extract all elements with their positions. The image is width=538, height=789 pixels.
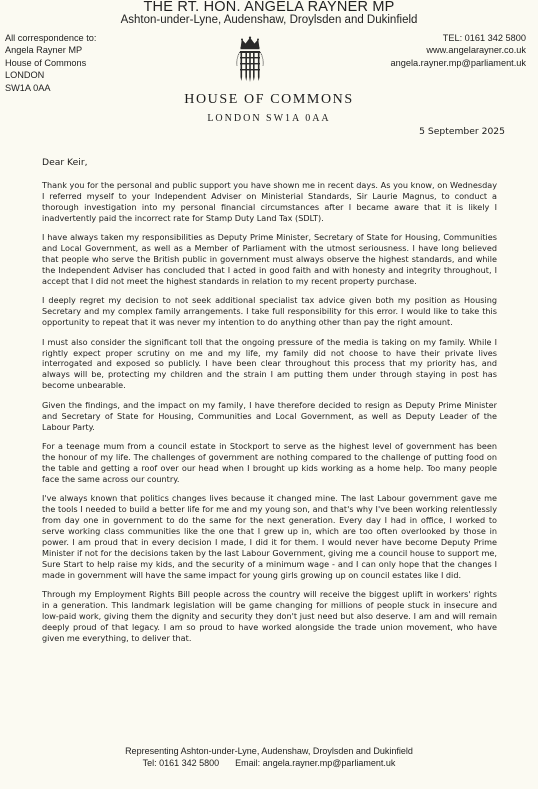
letter-date: 5 September 2025 [419,126,505,137]
letter-paragraph: For a teenage mum from a council estate in Stockport to serve as the highest level of government has been the honour of my life. The challenges of government are nothing compared to the challenge of putting food on the table and getting a roof over our head when I brought up kids working as a home help. Too many people face the same across our country. [42,441,497,484]
contact-details [391,32,526,69]
letter-paragraph: I deeply regret my decision to not seek additional specialist tax advice given both my position as Housing Secretary and my complex family arrangements. I take full responsibility for this error. I would like to take this opportunity to repeat that it was never my intention to do anything other than pay the right amount. [42,295,497,328]
contact-email: angela.rayner.mp@parliament.uk [390,57,526,68]
footer-telephone: Tel: 0161 342 5800 [142,758,220,768]
letter-paragraph: Through my Employment Rights Bill people across the country will receive the biggest uplift in workers' rights in a generation. This landmark legislation will be game changing for millions of people stuck in insecure and low-paid work, giving them the dignity and security they don't just need but also deserve. I am and will remain deeply proud of that legacy. I am so proud to have worked alongside the trade union movement, who have given me everything, to deliver that. [42,589,497,643]
portcullis-crest-icon [233,36,267,86]
footer [0,745,538,769]
contact-website: www.angelarayner.co.uk [426,45,526,56]
address-line: Angela Rayner MP [5,45,83,56]
address-line: LONDON [5,70,45,81]
house-of-commons-title: HOUSE OF COMMONS [184,92,354,107]
constituency-line: Ashton-under-Lyne, Audenshaw, Droylsden and Dukinfield [120,14,418,26]
letter-paragraph: I have always taken my responsibilities as Deputy Prime Minister, Secretary of State for Housing, Communities and Local Government, as well as a Member of Parliament with the utmost seriousness. I have long believed that people who serve the British public in government must always observe the highest standards, and while the Independent Adviser has concluded that I acted in good faith and with honesty and integrity throughout, I accept that I did not meet the highest standards in relation to my recent property purchase. [42,232,497,286]
address-line: House of Commons [5,57,87,68]
letter-paragraph: Given the findings, and the impact on my family, I have therefore decided to resign as Deputy Prime Minister and Secretary of State for Housing, Communities and Local Government, as well as Deputy Leader of the Labour Party. [42,399,497,432]
footer-email: Email: angela.rayner.mp@parliament.uk [235,758,396,768]
mp-title: THE RT. HON. ANGELA RAYNER MP [143,0,395,15]
footer-contact [0,757,538,769]
contact-telephone: TEL: 0161 342 5800 [442,33,526,43]
letter-body [42,180,497,652]
house-of-commons-location: LONDON SW1A 0AA [207,113,331,124]
address-line: SW1A 0AA [5,82,51,93]
salutation: Dear Keir, [42,157,88,168]
footer-representing: Representing Ashton-under-Lyne, Audenshaw, Droylsden and Dukinfield [125,746,413,756]
correspondence-address [5,32,96,94]
letter-paragraph: I must also consider the significant toll that the ongoing pressure of the media is taking on my family. While I rightly expect proper scrutiny on me and my life, my family did not choose to have their private lives interrogated and exposed so publicly. I have been clear throughout this process that my priority has, and always will be, protecting my children and the strain I am putting them under through staying in post has become unbearable. [42,336,497,391]
letter-paragraph: I've always known that politics changes lives because it changed mine. The last Labour government gave me the tools I needed to build a better life for me and my young son, and that's why I've been working relentlessly from day one in government to do the same for the next generation. Every day I had in office, I worked to serve working class communities like the one that I grew up in, which are too often overlooked by those in power. I am proud that in every decision I made, I did it for them. I would never have become Deputy Prime Minister if not for the decisions taken by the last Labour Government, giving me a council house to support me, Sure Start to help raise my kids, and the security of a minimum wage - and I can only hope that the changes I made in government will have the same impact for young girls growing up on council estates like I did. [42,493,497,580]
address-line: All correspondence to: [5,33,97,43]
letter-paragraph: Thank you for the personal and public support you have shown me in recent days. As you know, on Wednesday I referred myself to your Independent Adviser on Ministerial Standards, Sir Laurie Magnus, to conduct a thorough investigation into my personal financial circumstances after I became aware that it is likely I inadvertently paid the incorrect rate for Stamp Duty Land Tax (SDLT). [42,180,497,223]
